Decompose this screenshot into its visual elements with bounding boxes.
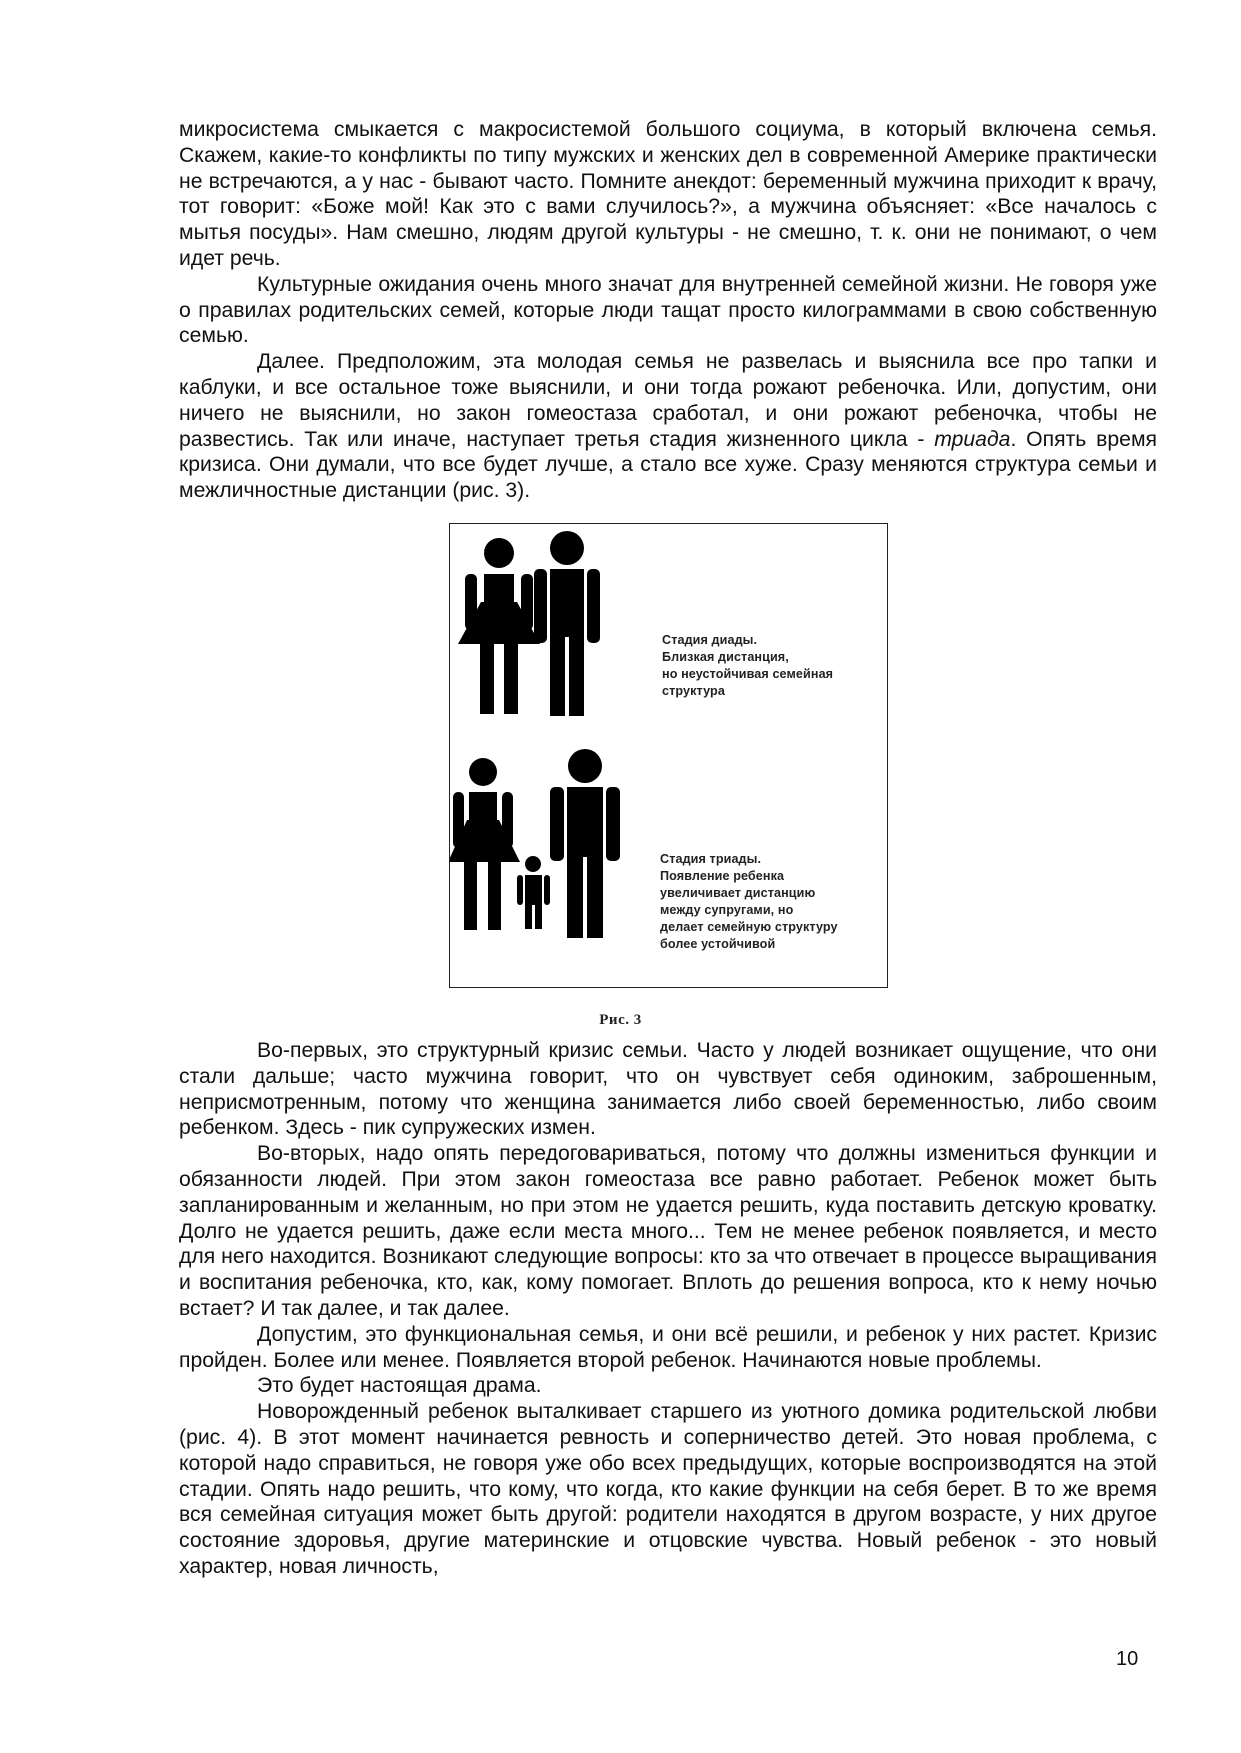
text-block-bottom bbox=[179, 1038, 1157, 1580]
paragraph: Во-первых, это структурный кризис семьи. Часто у людей возникает ощущение, что они стали дальше; часто мужчина говорит, что он чувствует себя одиноким, заброшенным, неприсмотренным, потому что женщина занимается либо своей беременностью, либо своим ребенком. Здесь - пик супружеских измен. bbox=[179, 1039, 1157, 1140]
paragraph bbox=[179, 349, 1157, 504]
caption-line: Стадия диады. bbox=[662, 633, 758, 647]
woman-figure-icon bbox=[450, 758, 520, 930]
caption-triad-stage bbox=[660, 851, 838, 953]
caption-line: более устойчивой bbox=[660, 937, 776, 951]
paragraph: микросистема смыкается с макросистемой большого социума, в который включена семья. Скажем, какие-то конфликты по типу мужских и женских дел в современной Америке практически не встречаются, а у нас - бывают часто. Помните анекдот: беременный мужчина приходит к врачу, тот говорит: «Боже мой! Как это с вами случилось?», а мужчина объясняет: «Все началось с мытья посуды». Нам смешно, людям другой культуры - не смешно, т. к. они не понимают, о чем идет речь. bbox=[179, 118, 1157, 270]
paragraph: Культурные ожидания очень много значат для внутренней семейной жизни. Не говоря уже о правилах родительских семей, которые люди тащат просто килограммами в свою собственную семью. bbox=[179, 272, 1157, 348]
caption-line: структура bbox=[662, 684, 725, 698]
paragraph-text: Далее. Предположим, эта молодая семья не развелась и выяснила все про тапки и каблуки, и все остальное тоже выяснили, и они тогда рожают ребеночка. Или, допустим, они ничего не выяснили, но закон гомеостаза сработал, и они рожают ребеночка, чтобы не развестись. Так или иначе, наступает третья стадия жизненного цикла - bbox=[179, 350, 1157, 451]
caption-line: но неустойчивая семейная bbox=[662, 667, 834, 681]
text-block-top bbox=[179, 117, 1157, 504]
caption-line: Стадия триады. bbox=[660, 852, 762, 866]
caption-line: делает семейную структуру bbox=[660, 920, 838, 934]
paragraph: Допустим, это функциональная семья, и они всё решили, и ребенок у них растет. Кризис пройден. Более или менее. Появляется второй ребенок. Начинаются новые проблемы. bbox=[179, 1322, 1157, 1372]
caption-line: между супругами, но bbox=[660, 903, 794, 917]
caption-dyad-stage bbox=[662, 632, 833, 700]
paragraph-text: . Опять время кризиса. Они думали, что все будет лучше, а стало все хуже. Сразу меняются структура семьи и межличностные дистанции (рис. 3). bbox=[179, 427, 1157, 503]
figure-family-stages bbox=[449, 523, 888, 988]
woman-figure-icon bbox=[458, 538, 540, 714]
man-figure-icon bbox=[534, 531, 600, 716]
italic-term: триада bbox=[934, 427, 1011, 451]
caption-line: Появление ребенка bbox=[660, 869, 785, 883]
figure-label: Рис. 3 bbox=[599, 1012, 642, 1028]
caption-line: Близкая дистанция, bbox=[662, 650, 789, 664]
paragraph: Это будет настоящая драма. bbox=[257, 1374, 542, 1398]
child-figure-icon bbox=[517, 856, 550, 929]
man-figure-icon bbox=[550, 749, 620, 938]
paragraph: Новорожденный ребенок выталкивает старшего из уютного домика родительской любви (рис. 4). В этот момент начинается ревность и соперничество детей. Это новая проблема, с которой надо справиться, не говоря уже обо всех предыдущих, которые воспроизводятся на этой стадии. Опять надо решить, что кому, что когда, кто какие функции на себя берет. В то же время вся семейная ситуация может быть другой: родители находятся в другом возрасте, у них другое состояние здоровья, другие материнские и отцовские чувства. Новый ребенок - это новый характер, новая личность, bbox=[179, 1400, 1157, 1578]
page-number: 10 bbox=[1116, 1648, 1139, 1670]
caption-line: увеличивает дистанцию bbox=[660, 886, 816, 900]
paragraph: Во-вторых, надо опять передоговариваться, потому что должны измениться функции и обязанности людей. При этом закон гомеостаза все равно работает. Ребенок может быть запланированным и желанным, но при этом не удается решить, куда поставить детскую кроватку. Долго не удается решить, даже если места много... Тем не менее ребенок появляется, и место для него находится. Возникают следующие вопросы: кто за что отвечает в процессе выращивания и воспитания ребеночка, кто, как, кому помогает. Вплоть до решения вопроса, кто к нему ночью встает? И так далее, и так далее. bbox=[179, 1142, 1157, 1320]
